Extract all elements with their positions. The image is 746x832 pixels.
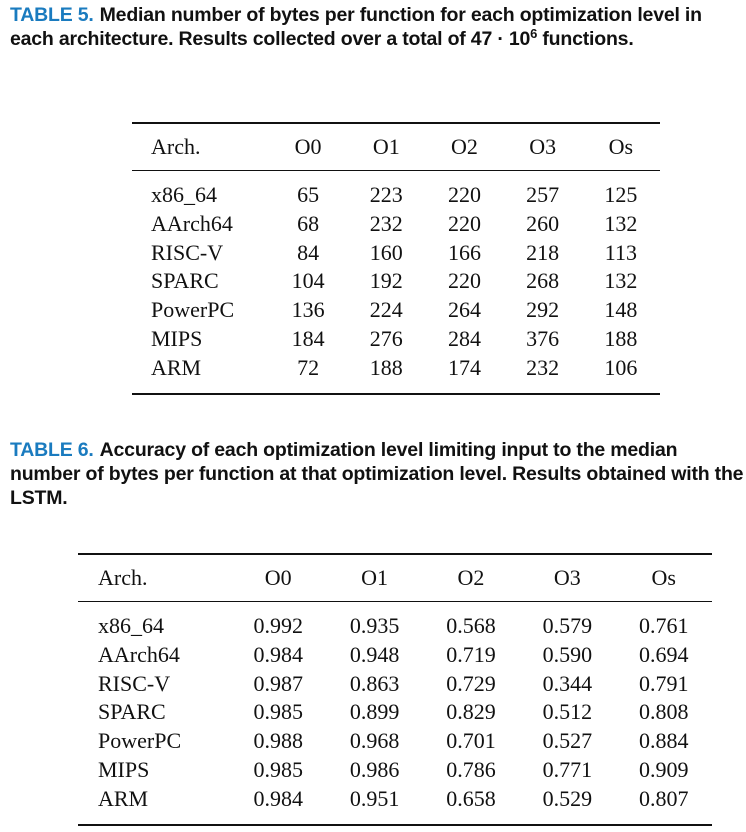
value-cell: 0.863 <box>349 670 400 696</box>
value-cell: 0.512 <box>542 699 593 725</box>
value-cell: 0.968 <box>349 728 400 754</box>
table5-body <box>132 171 660 394</box>
value-cell: 0.761 <box>639 613 689 638</box>
value-cell: 0.344 <box>542 670 593 696</box>
table5-caption-end: functions. <box>537 28 634 50</box>
column-header: O1 <box>372 134 400 159</box>
value-cell: 160 <box>369 239 403 265</box>
value-cell: 0.986 <box>349 756 400 782</box>
value-cell: 223 <box>369 182 403 207</box>
value-cell: 0.988 <box>253 728 303 754</box>
table5-header-row <box>132 123 660 171</box>
value-cell: 188 <box>369 354 403 380</box>
value-cell: 104 <box>291 268 325 294</box>
table5-caption-exponent: 6 <box>530 26 538 41</box>
table6 <box>78 553 712 826</box>
table-row <box>132 296 660 325</box>
arch-cell: ARM <box>98 785 149 811</box>
value-cell: 0.984 <box>253 785 303 811</box>
column-header: Arch. <box>151 134 201 159</box>
value-cell: 0.884 <box>639 728 689 754</box>
column-header: Os <box>608 134 634 159</box>
value-cell: 132 <box>604 268 638 294</box>
table-row <box>78 670 712 699</box>
table-row <box>132 239 660 268</box>
table5-caption <box>10 3 746 51</box>
value-cell: 166 <box>447 239 481 265</box>
value-cell: 260 <box>526 210 560 236</box>
value-cell: 0.658 <box>446 785 496 811</box>
table6-body <box>78 602 712 825</box>
arch-cell: x86_64 <box>151 182 217 207</box>
value-cell: 0.786 <box>446 756 496 782</box>
value-cell: 257 <box>526 182 560 207</box>
value-cell: 136 <box>291 297 325 323</box>
table-row <box>78 727 712 756</box>
table6-label: TABLE 6. <box>10 439 94 461</box>
value-cell: 113 <box>604 239 637 265</box>
value-cell: 284 <box>447 325 481 351</box>
value-cell: 0.527 <box>542 728 593 754</box>
value-cell: 0.984 <box>253 641 303 667</box>
table-row <box>78 641 712 670</box>
arch-cell: RISC-V <box>98 670 171 696</box>
value-cell: 0.719 <box>446 641 496 667</box>
value-cell: 292 <box>526 297 560 323</box>
table-row <box>132 267 660 296</box>
value-cell: 0.771 <box>542 756 593 782</box>
value-cell: 376 <box>526 325 560 351</box>
table-row <box>78 698 712 727</box>
arch-cell: RISC-V <box>151 239 224 265</box>
value-cell: 0.729 <box>446 670 496 696</box>
value-cell: 218 <box>526 239 560 265</box>
value-cell: 0.909 <box>639 756 689 782</box>
arch-cell: AArch64 <box>98 641 180 667</box>
value-cell: 0.829 <box>446 699 496 725</box>
table-row <box>132 171 660 210</box>
table6-header-row <box>78 554 712 602</box>
value-cell: 0.590 <box>542 641 593 667</box>
arch-cell: MIPS <box>98 756 150 782</box>
table6-caption <box>10 438 746 510</box>
table-row <box>78 602 712 641</box>
value-cell: 0.985 <box>253 699 303 725</box>
value-cell: 224 <box>369 297 403 323</box>
column-header: O2 <box>451 134 478 159</box>
value-cell: 0.935 <box>349 613 400 638</box>
arch-cell: ARM <box>151 354 202 380</box>
value-cell: 0.701 <box>446 728 496 754</box>
value-cell: 0.808 <box>639 699 689 725</box>
value-cell: 220 <box>447 182 481 207</box>
column-header: O3 <box>553 565 581 590</box>
value-cell: 220 <box>447 268 481 294</box>
value-cell: 268 <box>526 268 560 294</box>
arch-cell: MIPS <box>151 325 203 351</box>
value-cell: 0.568 <box>446 613 496 638</box>
value-cell: 188 <box>604 325 638 351</box>
value-cell: 192 <box>369 268 403 294</box>
value-cell: 0.951 <box>349 785 400 811</box>
value-cell: 68 <box>297 210 320 236</box>
value-cell: 84 <box>297 239 320 265</box>
arch-cell: x86_64 <box>98 613 164 638</box>
value-cell: 0.694 <box>639 641 689 667</box>
column-header: O3 <box>529 134 557 159</box>
table5-label: TABLE 5. <box>10 4 94 26</box>
value-cell: 0.985 <box>253 756 303 782</box>
column-header: O2 <box>457 565 485 590</box>
arch-cell: PowerPC <box>98 728 182 754</box>
value-cell: 72 <box>297 354 320 380</box>
value-cell: 106 <box>604 354 638 380</box>
value-cell: 125 <box>604 182 638 207</box>
value-cell: 0.529 <box>542 785 593 811</box>
table-row <box>132 210 660 239</box>
value-cell: 0.579 <box>542 613 593 638</box>
value-cell: 0.791 <box>639 670 689 696</box>
column-header: Os <box>651 565 676 590</box>
column-header: O0 <box>264 565 292 590</box>
table-row <box>78 785 712 825</box>
column-header: O0 <box>294 134 322 159</box>
arch-cell: SPARC <box>151 268 219 294</box>
value-cell: 0.992 <box>253 613 303 638</box>
arch-cell: SPARC <box>98 699 166 725</box>
value-cell: 232 <box>369 210 403 236</box>
table-row <box>132 354 660 394</box>
table5-caption-text: Median number of bytes per function for each optimization level in each architecture. Results collected over a total of 47 · 10 <box>10 4 702 50</box>
table-row <box>78 756 712 785</box>
value-cell: 220 <box>447 210 481 236</box>
value-cell: 174 <box>447 354 481 380</box>
value-cell: 148 <box>604 297 638 323</box>
arch-cell: PowerPC <box>151 297 235 323</box>
table-row <box>132 325 660 354</box>
table5 <box>132 122 660 395</box>
value-cell: 0.987 <box>253 670 303 696</box>
value-cell: 184 <box>291 325 325 351</box>
value-cell: 65 <box>297 182 320 207</box>
column-header: Arch. <box>98 565 148 590</box>
value-cell: 276 <box>369 325 403 351</box>
value-cell: 0.899 <box>349 699 400 725</box>
value-cell: 132 <box>604 210 638 236</box>
column-header: O1 <box>361 565 389 590</box>
value-cell: 0.807 <box>639 785 689 811</box>
value-cell: 0.948 <box>349 641 400 667</box>
table6-caption-text: Accuracy of each optimization level limiting input to the median number of bytes per function at that optimization level. Results obtained with the LSTM. <box>10 439 744 509</box>
arch-cell: AArch64 <box>151 210 233 236</box>
value-cell: 264 <box>447 297 481 323</box>
value-cell: 232 <box>526 354 560 380</box>
